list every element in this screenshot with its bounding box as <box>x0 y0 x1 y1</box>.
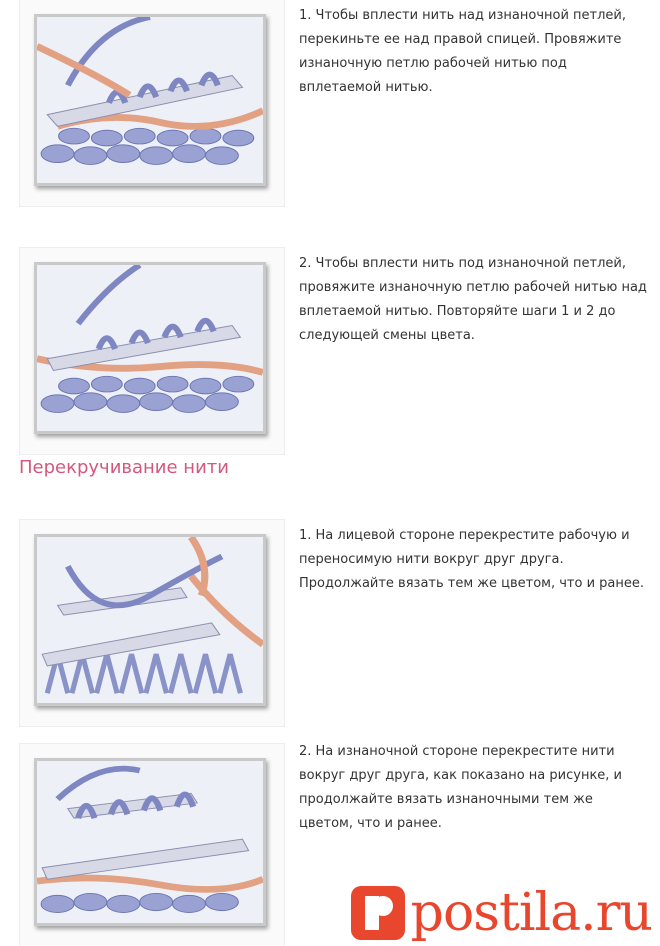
watermark-text: postila.ru <box>410 883 652 943</box>
illustration-frame <box>20 520 284 726</box>
knitting-diagram-weave-under <box>34 262 266 434</box>
section-weave-over-purl <box>0 0 660 210</box>
watermark <box>351 883 652 943</box>
instruction-text: 1. Чтобы вплести нить над изнаночной петлей, перекиньте ее над правой спицей. Провяжите изнаночную петлю рабочей нитью под вплетаемой нитью. <box>299 8 627 95</box>
section-heading: Перекручивание нити <box>19 457 229 478</box>
section-weave-under-purl <box>0 248 660 458</box>
instruction-text: 2. На изнаночной стороне перекрестите нити вокруг друг друга, как показано на рисунке, и продолжайте вязать изнаночными тем же цветом, что и ранее. <box>299 744 623 831</box>
knitting-diagram-twist-purl <box>34 758 266 926</box>
postila-logo-icon <box>351 886 405 940</box>
knitting-diagram-weave-over <box>34 14 266 186</box>
section-twist-knit-side <box>0 520 660 730</box>
illustration-frame <box>20 744 284 946</box>
instruction-text: 2. Чтобы вплести нить под изнаночной петлей, провяжите изнаночную петлю рабочей нитью над вплетаемой нитью. Повторяйте шаги 1 и 2 до следующей смены цвета. <box>299 256 647 343</box>
knitting-diagram-twist-knit <box>34 534 266 706</box>
illustration-frame <box>20 0 284 206</box>
illustration-frame <box>20 248 284 454</box>
instruction-text: 1. На лицевой стороне перекрестите рабочую и переносимую нити вокруг друг друга. Продолжайте вязать тем же цветом, что и ранее. <box>299 528 645 591</box>
